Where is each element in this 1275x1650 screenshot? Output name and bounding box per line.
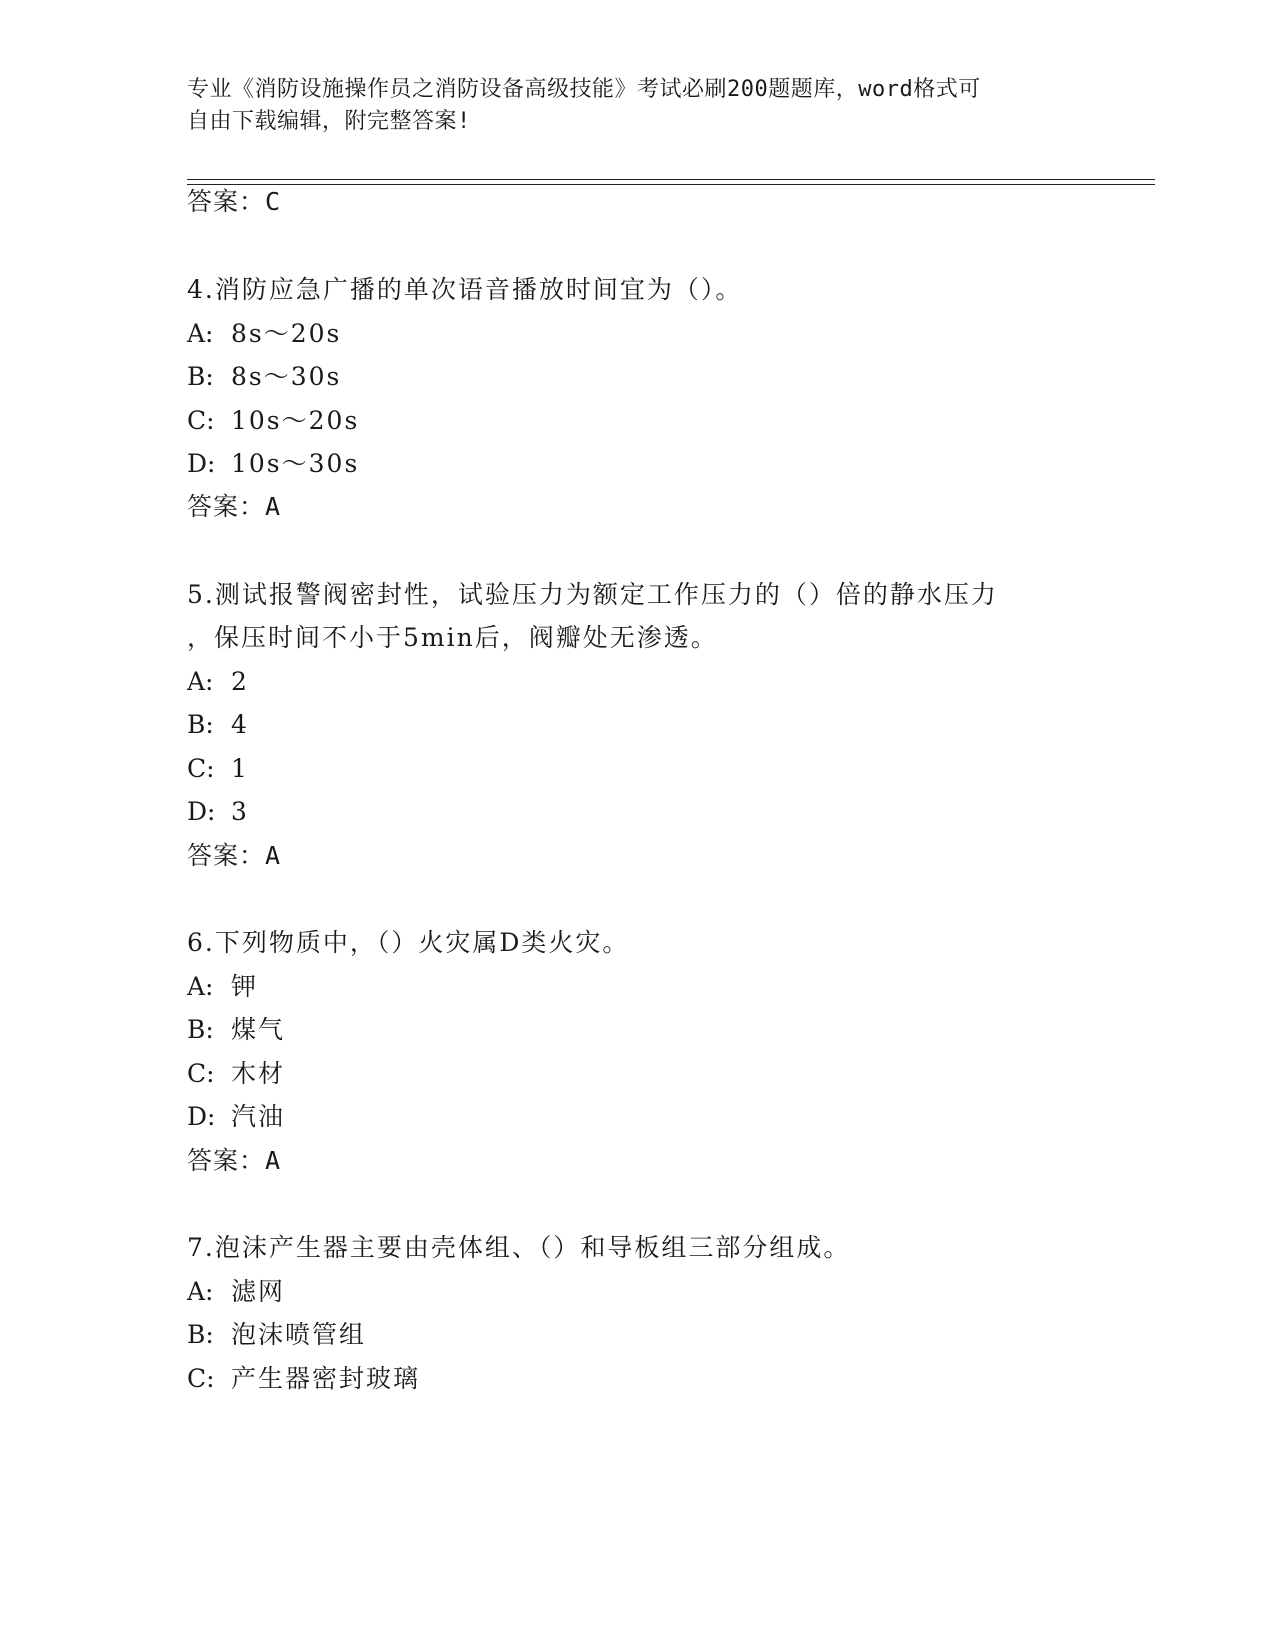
- question-4-text: 4.消防应急广播的单次语音播放时间宜为（）。: [187, 275, 743, 304]
- q7-option-c: [187, 1363, 420, 1395]
- q4-option-d: [187, 448, 359, 480]
- answer-q6: 答案：A: [187, 1146, 282, 1175]
- option-letter: D:: [187, 1102, 216, 1131]
- header-divider-top: [187, 179, 1155, 180]
- q5-option-b: [187, 709, 249, 741]
- option-text: 滤网: [231, 1277, 286, 1306]
- header-title-line-2: 自由下载编辑，附完整答案!: [187, 109, 471, 134]
- q7-option-b: [187, 1319, 366, 1351]
- q6-option-a: [187, 971, 258, 1003]
- option-letter: A:: [187, 319, 214, 348]
- question-5-text-line-2: ，保压时间不小于5min后，阀瓣处无渗透。: [187, 623, 718, 652]
- option-text: 10s～30s: [231, 449, 360, 478]
- q5-option-c: [187, 753, 249, 785]
- q6-option-d: [187, 1101, 285, 1133]
- option-text: 木材: [231, 1059, 286, 1088]
- question-7-text: 7.泡沫产生器主要由壳体组、（）和导板组三部分组成。: [187, 1233, 851, 1262]
- q5-option-d: [187, 796, 249, 828]
- header-divider-bottom: [187, 184, 1155, 185]
- q5-option-a: [187, 666, 249, 698]
- q4-option-c: [187, 405, 359, 437]
- option-letter: C:: [187, 1059, 215, 1088]
- header-title-line-1: 专业《消防设施操作员之消防设备高级技能》考试必刷200题题库，word格式可: [187, 77, 981, 102]
- q6-option-c: [187, 1058, 285, 1090]
- option-letter: C:: [187, 1364, 215, 1393]
- option-text: 泡沫喷管组: [231, 1320, 367, 1349]
- q7-option-a: [187, 1276, 285, 1308]
- option-text: 汽油: [231, 1102, 286, 1131]
- option-letter: B:: [187, 1320, 214, 1349]
- option-text: 产生器密封玻璃: [231, 1364, 421, 1393]
- option-letter: B:: [187, 362, 214, 391]
- option-letter: A:: [187, 667, 214, 696]
- option-letter: D:: [187, 797, 216, 826]
- document-header: [187, 74, 1067, 138]
- option-text: 3: [231, 797, 249, 826]
- option-letter: C:: [187, 406, 215, 435]
- option-letter: A:: [187, 972, 214, 1001]
- answer-q4: 答案：A: [187, 492, 282, 521]
- option-text: 煤气: [231, 1015, 286, 1044]
- option-letter: B:: [187, 1015, 214, 1044]
- q6-option-b: [187, 1014, 285, 1046]
- question-5-text-line-1: 5.测试报警阀密封性，试验压力为额定工作压力的（）倍的静水压力: [187, 580, 998, 609]
- option-letter: D:: [187, 449, 216, 478]
- answer-q5: 答案：A: [187, 841, 282, 870]
- option-text: 8s～30s: [231, 362, 342, 391]
- option-text: 钾: [231, 972, 259, 1001]
- q4-option-b: [187, 361, 341, 393]
- q4-option-a: [187, 318, 341, 350]
- option-text: 4: [231, 710, 249, 739]
- option-text: 2: [231, 667, 249, 696]
- answer-q3: 答案：C: [187, 187, 282, 216]
- option-letter: B:: [187, 710, 214, 739]
- option-text: 10s～20s: [231, 406, 360, 435]
- option-text: 8s～20s: [231, 319, 342, 348]
- question-6-text: 6.下列物质中，（）火灾属D类火灾。: [187, 928, 630, 957]
- option-text: 1: [231, 754, 249, 783]
- option-letter: C:: [187, 754, 215, 783]
- option-letter: A:: [187, 1277, 214, 1306]
